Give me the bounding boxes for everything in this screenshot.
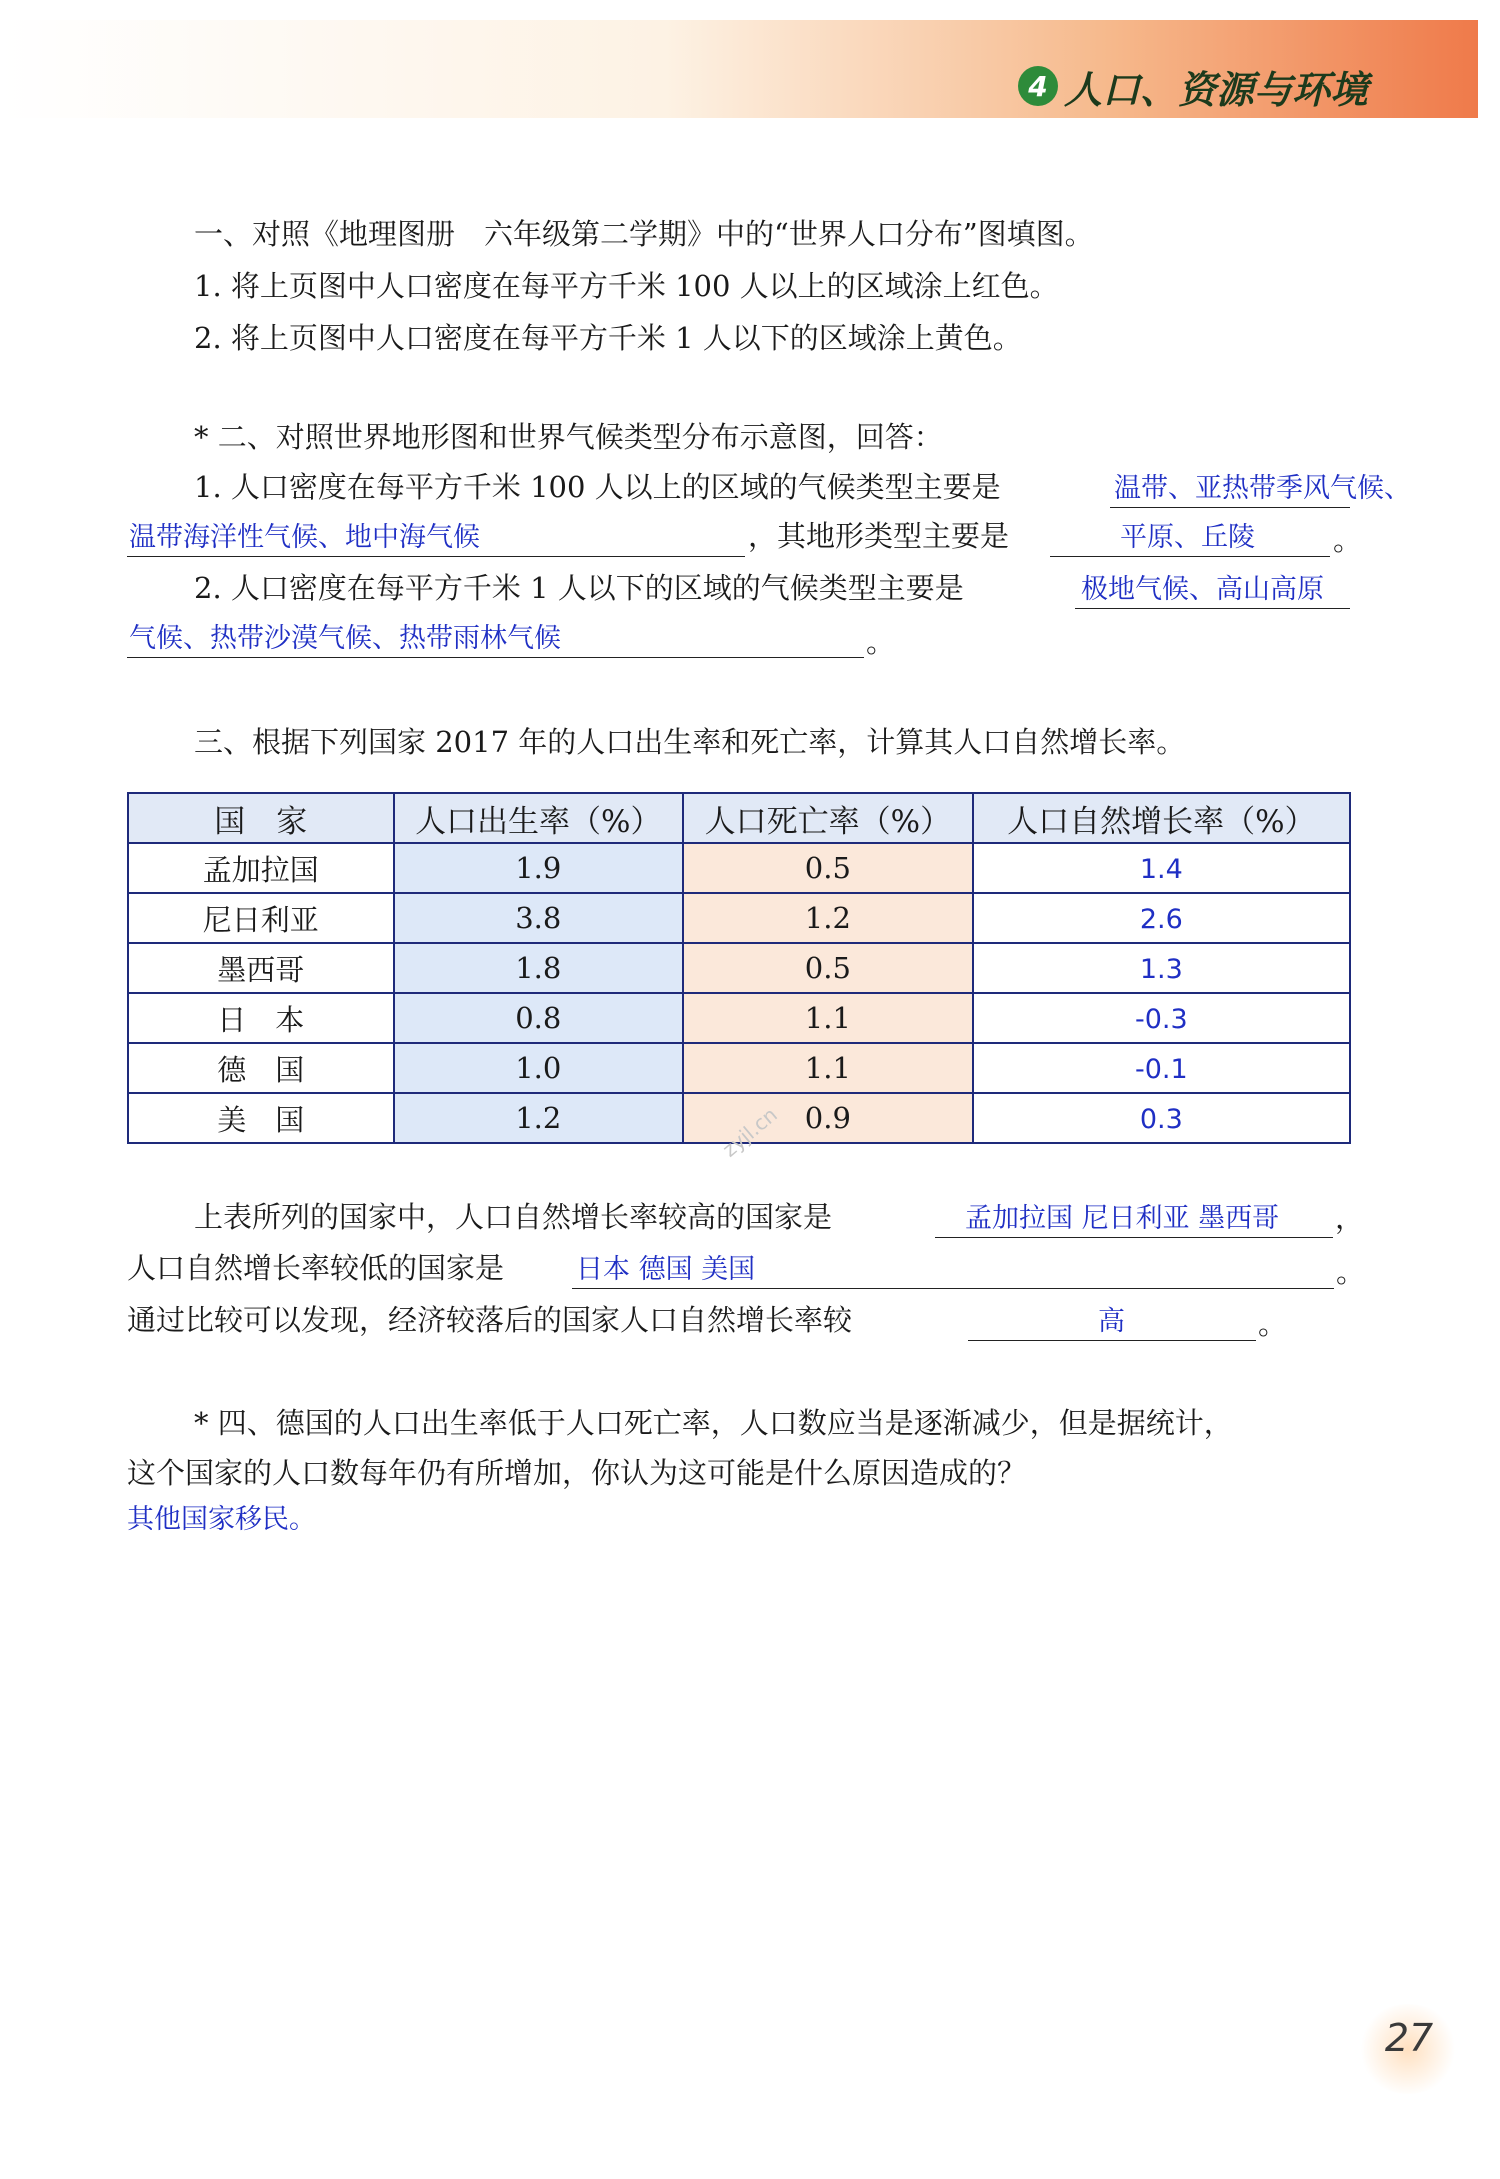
section3-p2-prefix: 人口自然增长率较低的国家是 bbox=[127, 1251, 505, 1285]
section3-p2-answer-blank bbox=[572, 1248, 1334, 1289]
section2-q1-terrain-blank bbox=[1050, 516, 1330, 557]
section3-p1-prefix: 上表所列的国家中，人口自然增长率较高的国家是 bbox=[194, 1200, 833, 1234]
section3-p2-end: 。 bbox=[1336, 1255, 1366, 1289]
country-cell: 日 本 bbox=[128, 993, 394, 1043]
section2-q2-end: 。 bbox=[866, 625, 896, 659]
section2-q2-prefix: 2. 人口密度在每平方千米 1 人以下的区域的气候类型主要是 bbox=[194, 571, 964, 605]
growth-rate-answer: -0.1 bbox=[1134, 1054, 1188, 1085]
section2-q1-answer-b: 温带海洋性气候、地中海气候 bbox=[129, 522, 480, 553]
growth-rate-answer: 1.4 bbox=[1139, 854, 1183, 885]
section2-q1-end: 。 bbox=[1333, 523, 1363, 557]
birth-rate-cell: 1.0 bbox=[394, 1043, 684, 1093]
header-country: 国 家 bbox=[128, 793, 394, 843]
section2-q2-answer-b: 气候、热带沙漠气候、热带雨林气候 bbox=[129, 623, 561, 654]
death-rate-cell: 0.5 bbox=[683, 943, 973, 993]
section2-q1-answer-blank-a bbox=[1110, 467, 1411, 508]
death-rate-cell: 1.1 bbox=[683, 993, 973, 1043]
death-rate-cell: 0.5 bbox=[683, 843, 973, 893]
section3-title: 三、根据下列国家 2017 年的人口出生率和死亡率，计算其人口自然增长率。 bbox=[194, 725, 1186, 759]
watermark: zyjl.cn bbox=[717, 1102, 782, 1162]
growth-rate-answer: 0.3 bbox=[1139, 1104, 1183, 1135]
birth-rate-cell: 1.2 bbox=[394, 1093, 684, 1143]
death-rate-cell: 1.1 bbox=[683, 1043, 973, 1093]
section4-line1: * 四、德国的人口出生率低于人口死亡率，人口数应当是逐渐减少，但是据统计， bbox=[194, 1406, 1233, 1440]
growth-rate-answer: 1.3 bbox=[1139, 954, 1183, 985]
growth-rate-cell bbox=[973, 1043, 1350, 1093]
section2-q1-middle: ，其地形类型主要是 bbox=[748, 519, 1010, 553]
section1-title: 一、对照《地理图册 六年级第二学期》中的“世界人口分布”图填图。 bbox=[194, 217, 1094, 251]
birth-rate-cell: 1.9 bbox=[394, 843, 684, 893]
death-rate-cell: 1.2 bbox=[683, 893, 973, 943]
growth-rate-cell bbox=[973, 1093, 1350, 1143]
chapter-number-badge: 4 bbox=[1018, 66, 1058, 106]
growth-rate-cell bbox=[973, 893, 1350, 943]
table-header-row bbox=[128, 793, 1350, 843]
section2-q2-answer-a: 极地气候、高山高原 bbox=[1081, 574, 1324, 605]
section4-line2: 这个国家的人口数每年仍有所增加，你认为这可能是什么原因造成的？ bbox=[127, 1456, 1027, 1490]
growth-rate-answer: -0.3 bbox=[1134, 1004, 1188, 1035]
country-cell: 墨西哥 bbox=[128, 943, 394, 993]
section2-q1-answer-a: 温带、亚热带季风气候、 bbox=[1114, 473, 1411, 504]
section2-q1-terrain-answer: 平原、丘陵 bbox=[1120, 522, 1255, 553]
chapter-title: 人口、资源与环境 bbox=[1064, 67, 1369, 112]
section2-q1-answer-blank-b bbox=[127, 516, 745, 557]
section3-p1-answer: 孟加拉国 尼日利亚 墨西哥 bbox=[965, 1203, 1280, 1234]
chapter-header bbox=[1018, 56, 1368, 116]
header-birth-rate: 人口出生率（%） bbox=[394, 793, 684, 843]
section3-p3-end: 。 bbox=[1258, 1307, 1288, 1341]
section3-p3-prefix: 通过比较可以发现，经济较落后的国家人口自然增长率较 bbox=[127, 1303, 853, 1337]
section3-p3-answer: 高 bbox=[1098, 1306, 1125, 1337]
section2-q1-prefix: 1. 人口密度在每平方千米 100 人以上的区域的气候类型主要是 bbox=[194, 470, 1001, 504]
section2-q2-answer-blank-a bbox=[1075, 568, 1350, 609]
table-row bbox=[128, 843, 1350, 893]
country-cell: 尼日利亚 bbox=[128, 893, 394, 943]
table-row bbox=[128, 1043, 1350, 1093]
country-cell: 美 国 bbox=[128, 1093, 394, 1143]
section4-answer: 其他国家移民。 bbox=[127, 1504, 316, 1535]
section1-item1: 1. 将上页图中人口密度在每平方千米 100 人以上的区域涂上红色。 bbox=[194, 269, 1059, 303]
growth-rate-cell bbox=[973, 843, 1350, 893]
table-row bbox=[128, 943, 1350, 993]
section2-title: * 二、对照世界地形图和世界气候类型分布示意图，回答： bbox=[194, 420, 943, 454]
growth-rate-cell bbox=[973, 943, 1350, 993]
table-row bbox=[128, 893, 1350, 943]
header-death-rate: 人口死亡率（%） bbox=[683, 793, 973, 843]
page-number: 27 bbox=[1384, 2016, 1434, 2060]
country-cell: 孟加拉国 bbox=[128, 843, 394, 893]
population-rates-table bbox=[127, 792, 1351, 1144]
birth-rate-cell: 1.8 bbox=[394, 943, 684, 993]
section2-q2-answer-blank-b bbox=[127, 617, 864, 658]
section1-item2: 2. 将上页图中人口密度在每平方千米 1 人以下的区域涂上黄色。 bbox=[194, 321, 1022, 355]
table-row bbox=[128, 993, 1350, 1043]
section3-p1-answer-blank bbox=[935, 1197, 1333, 1238]
section3-p2-answer: 日本 德国 美国 bbox=[576, 1254, 756, 1285]
death-rate-cell: 0.9 bbox=[683, 1093, 973, 1143]
header-growth-rate: 人口自然增长率（%） bbox=[973, 793, 1350, 843]
section3-p1-end: ， bbox=[1335, 1201, 1365, 1235]
section3-p3-answer-blank bbox=[968, 1300, 1256, 1341]
growth-rate-answer: 2.6 bbox=[1139, 904, 1183, 935]
growth-rate-cell bbox=[973, 993, 1350, 1043]
birth-rate-cell: 0.8 bbox=[394, 993, 684, 1043]
country-cell: 德 国 bbox=[128, 1043, 394, 1093]
birth-rate-cell: 3.8 bbox=[394, 893, 684, 943]
